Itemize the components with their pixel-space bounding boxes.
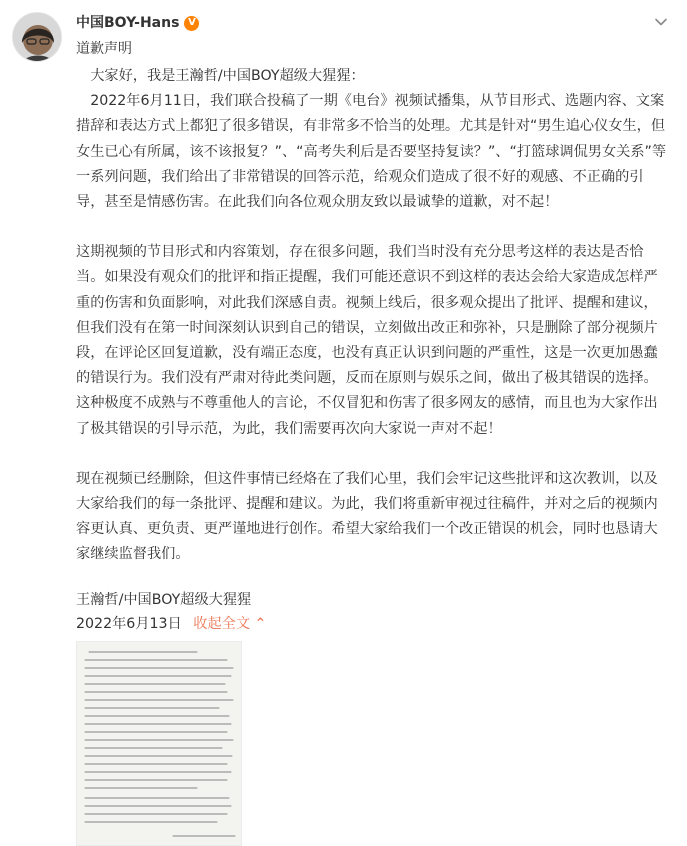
author-name[interactable]: 中国BOY-Hans xyxy=(76,15,180,31)
collapse-label: 收起全文 xyxy=(193,616,251,632)
post-title: 道歉声明 xyxy=(76,41,132,57)
verified-badge-icon: V xyxy=(184,16,199,31)
post-body xyxy=(76,64,668,568)
handwritten-letter-image xyxy=(77,642,242,846)
collapse-full-text-button[interactable] xyxy=(193,616,266,632)
avatar[interactable] xyxy=(12,12,62,62)
chevron-up-icon: ⌃ xyxy=(254,616,267,632)
post-paragraph: 大家好，我是王瀚哲/中国BOY超级大猩猩： xyxy=(76,68,365,84)
post-paragraph: 2022年6月11日，我们联合投稿了一期《电台》视频试播集，从节目形式、选题内容、文案措辞和表达方式上都犯了很多错误，有非常多不恰当的处理。尤其是针对“男生追心仪女生，但女生已心有所属，该不该报复？”、“高考失利后是否要坚持复读？”、“打篮球调侃男女关系”等一系列问题，我们给出了非常错误的回答示范，给观众们造成了很不好的观感、不正确的引导，甚至是情感伤害。在此我们向各位观众朋友致以最诚挚的道歉，对不起！ xyxy=(76,93,667,211)
paragraph-spacer xyxy=(76,442,668,467)
attached-letter-image[interactable] xyxy=(76,641,242,846)
paragraph-spacer xyxy=(76,215,668,240)
author-header xyxy=(76,13,199,33)
avatar-image xyxy=(13,13,62,62)
post-paragraph: 这期视频的节目形式和内容策划，存在很多问题，我们当时没有充分思考这样的表达是否恰当。如果没有观众们的批评和指正提醒，我们可能还意识不到这样的表达会给大家造成怎样严重的伤害和负面影响，对此我们深感自责。视频上线后，很多观众提出了批评、提醒和建议，但我们没有在第一时间深刻认识到自己的错误，立刻做出改正和弥补，只是删除了部分视频片段，在评论区回复道歉，没有端正态度，也没有真正认识到问题的严重性，这是一次更加愚蠢的错误行为。我们没有严肃对待此类问题，反而在原则与娱乐之间，做出了极其错误的选择。这种极度不成熟与不尊重他人的言论，不仅冒犯和伤害了很多网友的感情，而且也为大家作出了极其错误的引导示范，为此，我们需要再次向大家说一声对不起！ xyxy=(76,244,658,437)
post-date: 2022年6月13日 xyxy=(76,616,182,632)
post-paragraph: 现在视频已经删除，但这件事情已经烙在了我们心里，我们会牢记这些批评和这次教训，以及大家给我们的每一条批评、提醒和建议。为此，我们将重新审视过往稿件，并对之后的视频内容更认真、更负责、更严谨地进行创作。希望大家给我们一个改正错误的机会，同时也恳请大家继续监督我们。 xyxy=(76,470,658,563)
chevron-down-icon[interactable] xyxy=(653,14,669,30)
post-dateline xyxy=(76,612,266,636)
post-signature: 王瀚哲/中国BOY超级大猩猩 xyxy=(76,592,252,608)
